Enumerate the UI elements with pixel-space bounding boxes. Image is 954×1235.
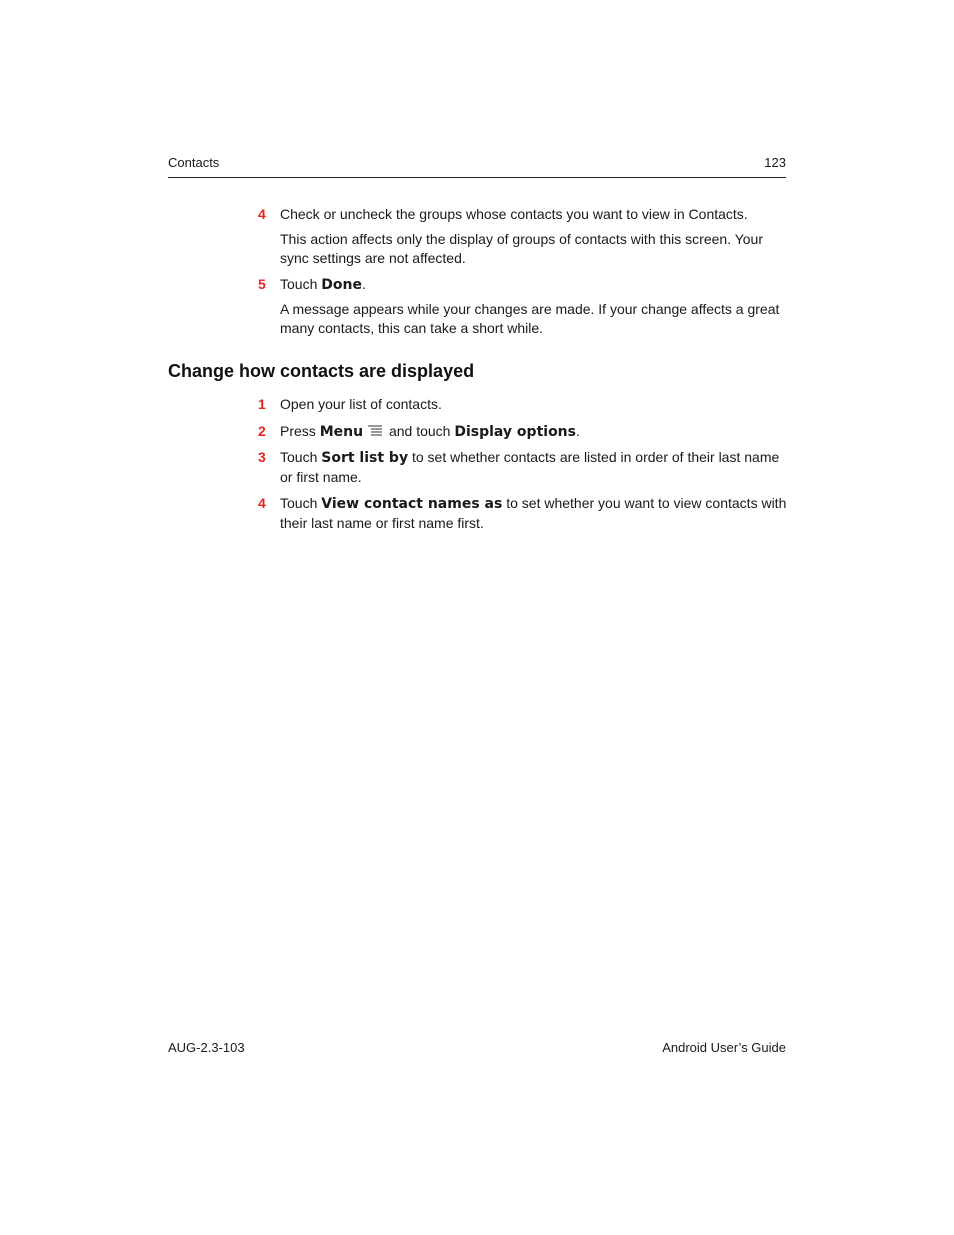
step-note: This action affects only the display of groups of contacts with this screen. Your sync settings are not affected. [280,231,764,266]
step-number: 2 [258,423,266,439]
step-text-part: Touch [280,276,322,292]
step-text-part: Press [280,423,320,439]
step-text-part: Touch [280,495,322,511]
step-text-part: to set whether contacts are listed in order of their last name or first name. [280,449,780,485]
step-text-part: and touch [385,423,455,439]
step-number: 4 [258,495,266,511]
step-text-part: to set whether you want to view contacts with their last name or first name first. [280,495,787,531]
step-number: 1 [258,396,266,412]
step-number: 5 [258,276,266,292]
step-note: A message appears while your changes are made. If your change affects a great many contacts, this can take a short while. [280,301,780,336]
step-number: 4 [258,206,266,222]
ui-term-done: Done [321,277,362,293]
page-number: 123 [764,155,786,170]
step-text-part: Touch [280,449,322,465]
ui-term-menu: Menu [319,424,364,440]
step-number: 3 [258,449,266,465]
ui-term-view-contact-names-as: View contact names as [321,496,503,512]
chapter-title: Contacts [168,155,220,170]
step-text-part: . [361,276,366,292]
step-text [280,494,788,533]
step-text [280,422,788,443]
menu-icon [367,424,383,443]
step-text: Check or uncheck the groups whose contacts you want to view in Contacts. [280,206,748,222]
step-text [280,275,788,295]
footer-guide-title: Android User’s Guide [662,1040,786,1055]
section-heading: Change how contacts are displayed [168,361,475,381]
ui-term-sort-list-by: Sort list by [321,450,409,466]
step-text: Open your list of contacts. [280,396,442,412]
page-header [168,155,786,178]
ui-term-display-options: Display options [454,424,576,440]
step-text-part: . [575,423,580,439]
step-text [280,448,788,487]
footer-doc-id: AUG-2.3-103 [168,1040,245,1055]
